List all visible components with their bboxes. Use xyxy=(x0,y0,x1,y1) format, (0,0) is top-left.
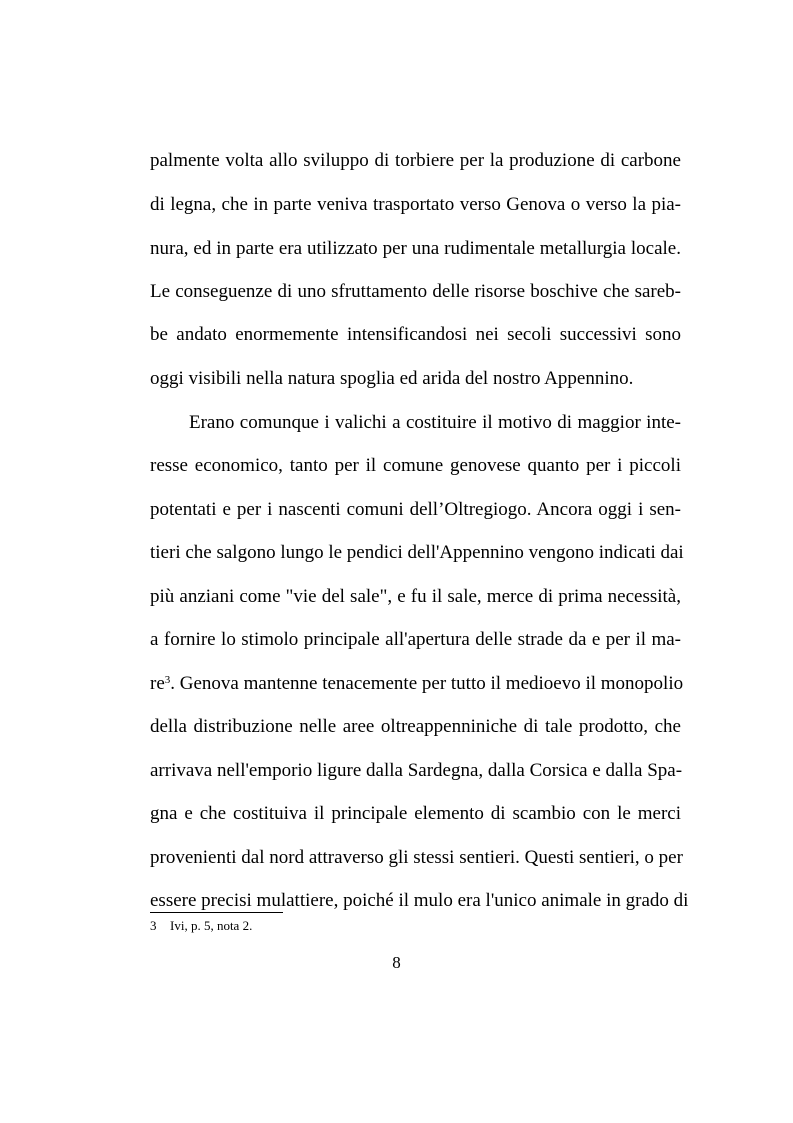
text-line: tieri che salgono lungo le pendici dell'Appennino vengono indicati dai xyxy=(150,542,684,563)
footnote xyxy=(150,917,252,935)
text-fragment: re xyxy=(150,673,165,694)
text-line: essere precisi mulattiere, poiché il mulo era l'unico animale in grado di xyxy=(150,890,689,911)
text-line: potentati e per i nascenti comuni dell’Oltregiogo. Ancora oggi i sen- xyxy=(150,499,681,520)
text-line: più anziani come "vie del sale", e fu il sale, merce di prima necessità, xyxy=(150,586,681,607)
text-line: Le conseguenze di uno sfruttamento delle risorse boschive che sareb- xyxy=(150,281,681,302)
page-number: 8 xyxy=(392,953,401,972)
text-line: resse economico, tanto per il comune genovese quanto per i piccoli xyxy=(150,455,681,476)
text-line: nura, ed in parte era utilizzato per una rudimentale metallurgia locale. xyxy=(150,238,681,259)
text-fragment: . Genova mantenne tenacemente per tutto il medioevo il monopolio xyxy=(170,673,684,694)
text-line: di legna, che in parte veniva trasportato verso Genova o verso la pia- xyxy=(150,194,681,215)
text-line: be andato enormemente intensificandosi nei secoli successivi sono xyxy=(150,324,681,345)
footnote-text: Ivi, p. 5, nota 2. xyxy=(170,918,253,933)
text-line: arrivava nell'emporio ligure dalla Sardegna, dalla Corsica e dalla Spa- xyxy=(150,760,683,781)
text-line-with-footnote-ref xyxy=(150,671,684,697)
text-line: della distribuzione nelle aree oltreappenniniche di tale prodotto, che xyxy=(150,716,681,737)
text-line: palmente volta allo sviluppo di torbiere per la produzione di carbone xyxy=(150,150,681,171)
text-line: a fornire lo stimolo principale all'apertura delle strade da e per il ma- xyxy=(150,629,681,650)
text-line: gna e che costituiva il principale elemento di scambio con le merci xyxy=(150,803,681,824)
footnote-separator xyxy=(150,912,283,913)
text-line: Erano comunque i valichi a costituire il motivo di maggior inte- xyxy=(189,412,681,433)
text-line: oggi visibili nella natura spoglia ed arida del nostro Appennino. xyxy=(150,368,634,389)
footnote-reference[interactable]: 3 xyxy=(164,674,171,686)
text-line: provenienti dal nord attraverso gli stessi sentieri. Questi sentieri, o per xyxy=(150,847,683,868)
footnote-number: 3 xyxy=(150,918,157,933)
